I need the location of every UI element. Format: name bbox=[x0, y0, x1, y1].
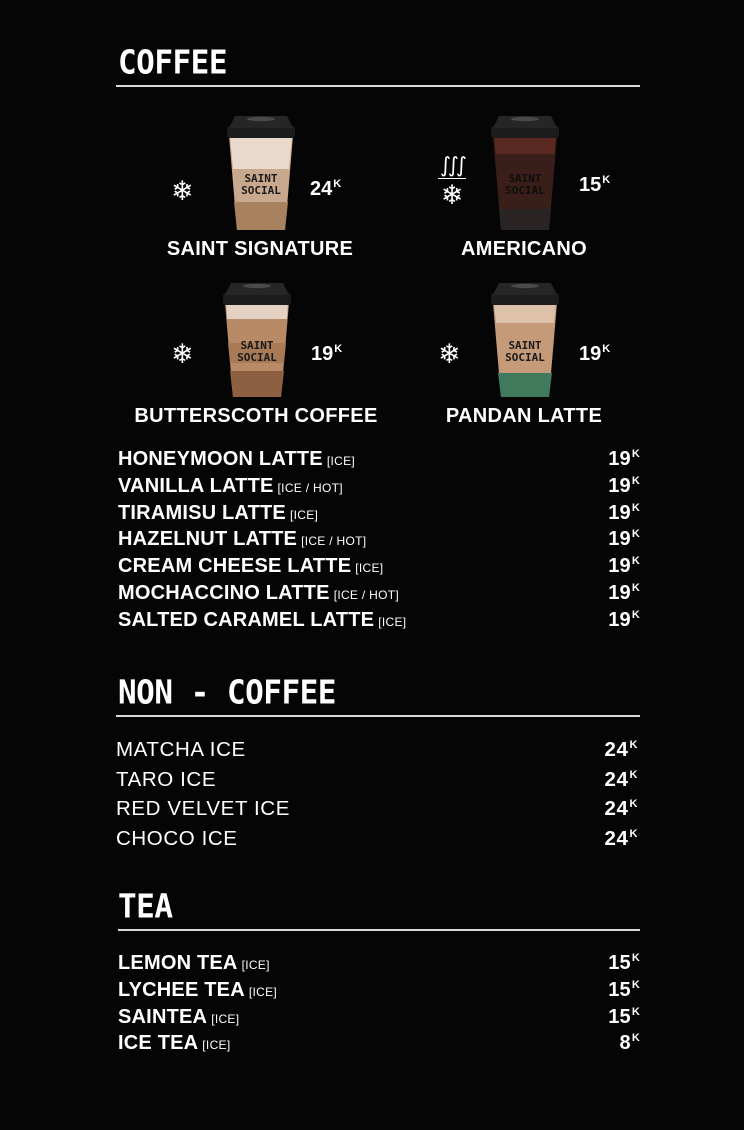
list-item[interactable] bbox=[118, 609, 640, 636]
list-item[interactable] bbox=[118, 1006, 640, 1033]
item-name: HAZELNUT LATTE [ICE / HOT] bbox=[118, 528, 367, 551]
steam-icon: ∫∫∫ bbox=[440, 153, 464, 177]
item-name: SAINT SIGNATURE bbox=[166, 238, 354, 260]
cup-brand-line1: SAINT bbox=[508, 339, 542, 352]
item-tag: [ICE] bbox=[289, 507, 319, 522]
item-name: SAINTEA [ICE] bbox=[118, 1005, 240, 1028]
item-tag: [ICE] bbox=[355, 561, 384, 576]
list-item[interactable] bbox=[118, 952, 640, 979]
price: $19^K$ bbox=[608, 581, 640, 604]
item-name: MOCHACCINO LATTE [ICE / HOT] bbox=[118, 581, 400, 604]
price: $8^K$ bbox=[619, 1032, 640, 1055]
price: $24^K$ bbox=[310, 178, 342, 200]
list-item[interactable] bbox=[118, 528, 640, 555]
item-tag: [ICE] bbox=[326, 454, 356, 468]
cup-brand-line2: SOCIAL bbox=[237, 351, 277, 364]
price: $24^K$ bbox=[604, 767, 638, 791]
item-tag: [ICE] bbox=[241, 958, 270, 972]
divider bbox=[116, 85, 640, 87]
item-name: LYCHEE TEA [ICE] bbox=[118, 978, 278, 1001]
price: $15^K$ bbox=[579, 174, 611, 196]
list-item[interactable] bbox=[118, 475, 640, 502]
price: $19^K$ bbox=[608, 501, 640, 524]
featured-item-saint-signature[interactable] bbox=[125, 114, 395, 274]
featured-item-pandan-latte[interactable] bbox=[389, 281, 659, 441]
coffee-list bbox=[118, 448, 640, 636]
list-item[interactable] bbox=[118, 555, 640, 582]
cup-image bbox=[221, 281, 293, 399]
item-tag: [ICE / HOT] bbox=[333, 587, 400, 602]
price: $15^K$ bbox=[608, 1005, 640, 1028]
list-item[interactable] bbox=[118, 448, 640, 475]
item-name: TIRAMISU LATTE [ICE] bbox=[118, 501, 319, 524]
cup-brand-line1: SAINT bbox=[508, 172, 542, 185]
featured-item-butterscoth-coffee[interactable] bbox=[121, 281, 391, 441]
item-name: AMERICANO bbox=[460, 238, 588, 260]
cup-brand-line2: SOCIAL bbox=[241, 184, 281, 197]
item-name: CHOCO ICE bbox=[116, 826, 238, 850]
cup-image bbox=[225, 114, 297, 232]
list-item[interactable] bbox=[116, 738, 638, 768]
list-item[interactable] bbox=[116, 768, 638, 798]
price: $19^K$ bbox=[608, 448, 640, 470]
non-coffee-list bbox=[116, 738, 638, 856]
item-name: HONEYMOON LATTE [ICE] bbox=[118, 448, 356, 470]
price: $19^K$ bbox=[608, 608, 640, 631]
tea-list bbox=[118, 952, 640, 1059]
section-title-tea: TEA bbox=[118, 888, 173, 926]
price: $19^K$ bbox=[608, 555, 640, 578]
divider bbox=[118, 929, 640, 931]
list-item[interactable] bbox=[118, 979, 640, 1006]
cup-brand-line1: SAINT bbox=[244, 172, 278, 185]
item-name: BUTTERSCOTH COFFEE bbox=[134, 405, 378, 427]
section-title-coffee: COFFEE bbox=[118, 44, 227, 82]
item-tag: [ICE] bbox=[378, 614, 407, 629]
list-item[interactable] bbox=[118, 502, 640, 529]
item-name: PANDAN LATTE bbox=[445, 405, 603, 427]
price: $24^K$ bbox=[604, 797, 638, 821]
item-tag: [ICE] bbox=[202, 1038, 231, 1053]
item-name: RED VELVET ICE bbox=[116, 797, 290, 821]
price: $15^K$ bbox=[608, 978, 640, 1001]
price: $19^K$ bbox=[311, 343, 343, 365]
price: $24^K$ bbox=[604, 738, 638, 761]
item-name: LEMON TEA [ICE] bbox=[118, 952, 270, 974]
item-tag: [ICE] bbox=[211, 1011, 240, 1026]
item-name: MATCHA ICE bbox=[116, 738, 246, 761]
list-item[interactable] bbox=[116, 827, 638, 857]
item-tag: [ICE / HOT] bbox=[301, 534, 367, 549]
list-item[interactable] bbox=[118, 1032, 640, 1059]
price: $19^K$ bbox=[579, 343, 611, 365]
snowflake-icon: ❄ bbox=[171, 339, 194, 370]
cup-brand-line1: SAINT bbox=[240, 339, 274, 352]
item-name: TARO ICE bbox=[116, 767, 217, 791]
cup-brand-line2: SOCIAL bbox=[505, 351, 545, 364]
snowflake-icon: ❄ bbox=[440, 180, 464, 211]
price: $19^K$ bbox=[608, 528, 640, 551]
item-name: ICE TEA [ICE] bbox=[118, 1032, 231, 1055]
item-name: CREAM CHEESE LATTE [ICE] bbox=[118, 555, 384, 578]
snowflake-icon: ❄ bbox=[438, 339, 461, 370]
list-item[interactable] bbox=[118, 582, 640, 609]
featured-item-americano[interactable] bbox=[389, 114, 659, 274]
cup-brand-line2: SOCIAL bbox=[505, 184, 545, 197]
hot-ice-indicator bbox=[438, 154, 466, 209]
cup-image bbox=[489, 281, 561, 399]
list-item[interactable] bbox=[116, 797, 638, 827]
item-name: VANILLA LATTE [ICE / HOT] bbox=[118, 474, 343, 497]
item-name: SALTED CARAMEL LATTE [ICE] bbox=[118, 608, 407, 631]
price: $24^K$ bbox=[604, 826, 638, 850]
price: $15^K$ bbox=[608, 952, 640, 974]
cup-image bbox=[489, 114, 561, 232]
snowflake-icon: ❄ bbox=[171, 176, 194, 207]
item-tag: [ICE] bbox=[248, 984, 278, 999]
section-title-non-coffee: NON - COFFEE bbox=[118, 674, 336, 712]
item-tag: [ICE / HOT] bbox=[277, 480, 343, 495]
price: $19^K$ bbox=[608, 474, 640, 497]
divider bbox=[116, 715, 640, 717]
